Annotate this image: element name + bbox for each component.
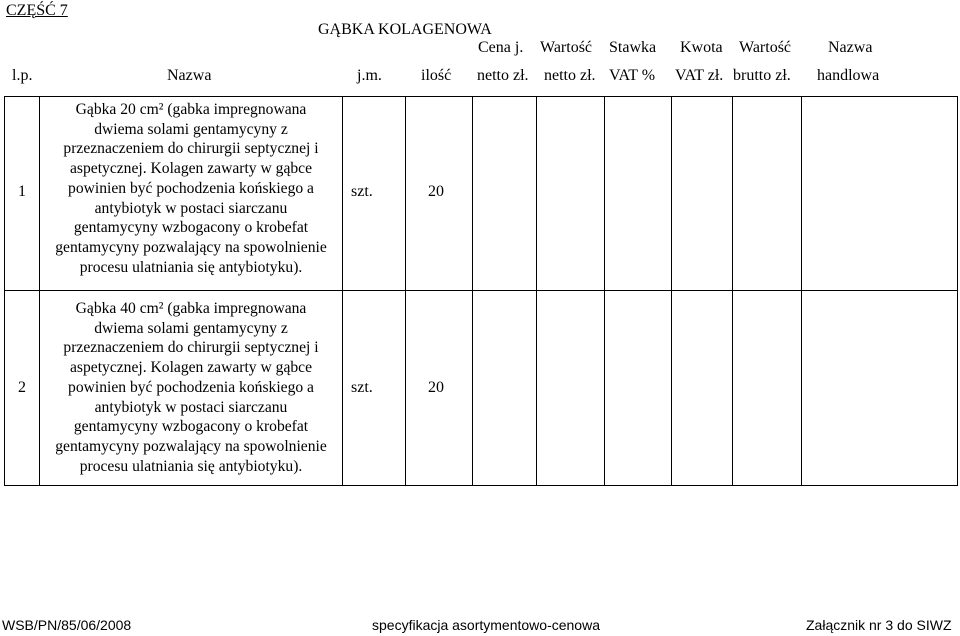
description-line: antybiotyk w postaci siarczanu [94, 398, 288, 416]
header-nazwa: Nazwa [167, 67, 212, 84]
header-nazwa-handlowa-bottom: handlowa [817, 67, 880, 84]
grid-line-bottom [4, 485, 958, 486]
row-lp: 1 [18, 183, 26, 200]
grid-col-line [472, 96, 473, 485]
description-line: przeznaczeniem do chirurgii septycznej i [63, 140, 319, 158]
grid-col-line [405, 96, 406, 485]
description-line: procesu ulatniania się antybiotyku). [79, 258, 303, 276]
header-stawka-top: Stawka [609, 39, 657, 56]
row-lp: 2 [18, 379, 26, 396]
description-line: gentamycyny pozwalający na spowolnienie [55, 437, 327, 455]
header-stawka-bottom: VAT % [609, 67, 656, 84]
grid-col-line [732, 96, 733, 485]
description-line: aspetycznej. Kolagen zawarty w gąbce [69, 359, 312, 377]
grid-line-middle [4, 290, 958, 291]
header-ilosc: ilość [421, 67, 452, 84]
header-nazwa-handlowa-top: Nazwa [828, 39, 873, 56]
row-ilosc: 20 [428, 379, 444, 396]
row-jm: szt. [351, 183, 373, 200]
description-line: gentamycyny wzbogacony o krobefat [73, 418, 309, 436]
description-line: powinien być pochodzenia końskiego a [68, 179, 314, 197]
row-description [42, 100, 340, 277]
description-line: gentamycyny pozwalający na spowolnienie [55, 238, 327, 256]
grid-col-line [4, 96, 5, 485]
footer-reference: WSB/PN/85/06/2008 [2, 617, 132, 633]
description-line: dwiema solami gentamycyny z [94, 319, 288, 337]
footer-attachment: Załącznik nr 3 do SIWZ [806, 617, 952, 633]
header-cena-top: Cena j. [478, 39, 524, 56]
grid-col-line [39, 96, 40, 485]
header-kwota-top: Kwota [680, 39, 723, 56]
grid-col-line [671, 96, 672, 485]
header-wartosc-netto-top: Wartość [540, 39, 593, 56]
header-wartosc-brutto-top: Wartość [739, 39, 792, 56]
header-wartosc-netto-bottom: netto zł. [544, 67, 596, 84]
row-ilosc: 20 [428, 183, 444, 200]
description-line: Gąbka 20 cm² (gabka impregnowana [75, 101, 307, 118]
footer-document-type: specyfikacja asortymentowo-cenowa [372, 617, 600, 633]
description-line: przeznaczeniem do chirurgii septycznej i [63, 339, 319, 357]
grid-col-line [536, 96, 537, 485]
grid-col-line [342, 96, 343, 485]
row-jm: szt. [351, 379, 373, 396]
grid-col-line [604, 96, 605, 485]
description-line: antybiotyk w postaci siarczanu [94, 199, 288, 217]
header-kwota-bottom: VAT zł. [675, 67, 724, 84]
section-title: GĄBKA KOLAGENOWA [318, 21, 492, 38]
grid-col-line [957, 96, 958, 485]
description-line: Gąbka 40 cm² (gabka impregnowana [75, 300, 307, 317]
description-line: powinien być pochodzenia końskiego a [68, 378, 314, 396]
header-jm: j.m. [357, 67, 382, 84]
header-cena-bottom: netto zł. [477, 67, 529, 84]
row-description [42, 299, 340, 476]
description-line: dwiema solami gentamycyny z [94, 120, 288, 138]
description-line: procesu ulatniania się antybiotyku). [79, 457, 303, 475]
description-line: aspetycznej. Kolagen zawarty w gąbce [69, 160, 312, 178]
header-lp: l.p. [12, 67, 33, 84]
grid-line-top [4, 96, 958, 97]
header-wartosc-brutto-bottom: brutto zł. [733, 67, 791, 84]
description-line: gentamycyny wzbogacony o krobefat [73, 219, 309, 237]
grid-col-line [801, 96, 802, 485]
part-title: CZĘŚĆ 7 [6, 2, 68, 19]
